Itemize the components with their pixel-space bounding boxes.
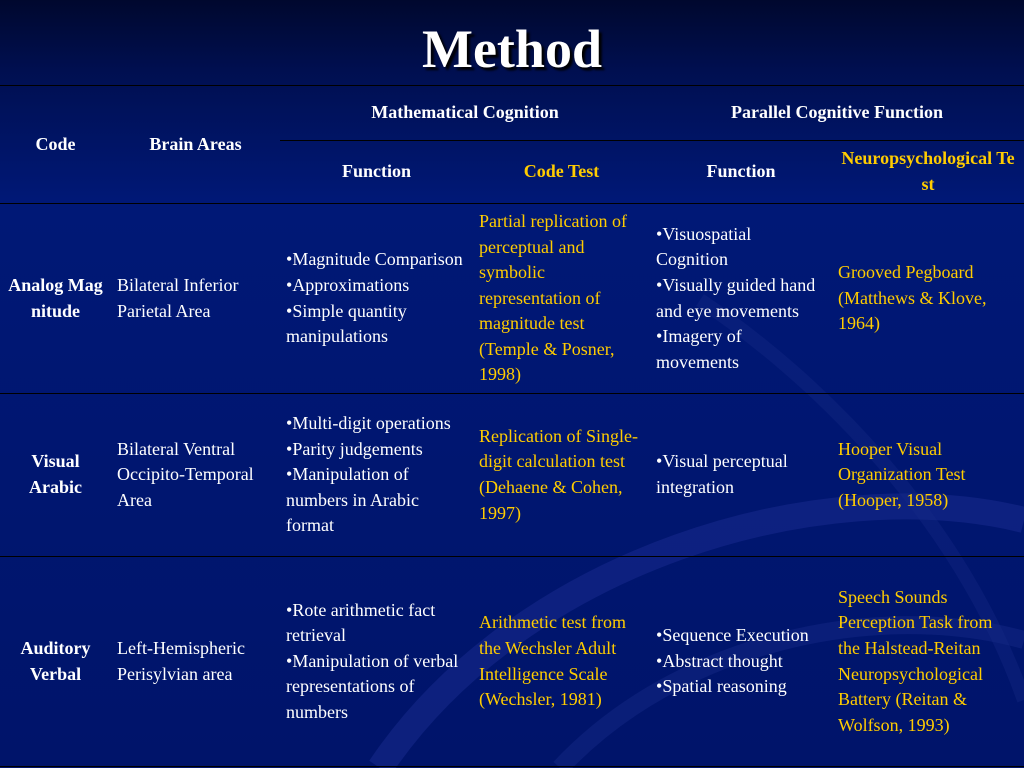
header-mathematical-cognition: Mathematical Cognition <box>280 86 650 141</box>
row-code: Analog Magnitude <box>0 204 111 394</box>
header-code-test: Code Test <box>473 141 650 204</box>
row-math-function <box>280 204 473 394</box>
parallel-function-list <box>656 222 826 376</box>
header-math-function: Function <box>280 141 473 204</box>
row-math-function <box>280 557 473 767</box>
row-parallel-function <box>650 394 832 557</box>
list-item: • Parity judgements <box>286 437 467 463</box>
list-item: • Multi-digit operations <box>286 411 467 437</box>
row-parallel-function <box>650 204 832 394</box>
list-item: • Manipulation of numbers in Arabic format <box>286 462 467 539</box>
list-item: • Visuospatial Cognition <box>656 222 826 273</box>
list-item: • Visually guided hand and eye movements <box>656 273 826 324</box>
row-math-function <box>280 394 473 557</box>
header-code: Code <box>0 86 111 204</box>
row-neuro-test: Grooved Pegboard (Matthews & Klove, 1964) <box>832 204 1024 394</box>
list-item: • Magnitude Comparison <box>286 247 467 273</box>
row-code-test: Partial replication of perceptual and symbolic representation of magnitude test (Temple & Posner, 1998) <box>473 204 650 394</box>
method-table <box>0 85 1024 767</box>
math-function-list <box>286 247 467 349</box>
header-parallel-function: Function <box>650 141 832 204</box>
list-item: • Rote arithmetic fact retrieval <box>286 598 467 649</box>
slide-title: Method <box>422 19 602 79</box>
row-code-test: Arithmetic test from the Wechsler Adult Intelligence Scale (Wechsler, 1981) <box>473 557 650 767</box>
math-function-list <box>286 411 467 539</box>
row-brain-area: Bilateral Inferior Parietal Area <box>111 204 280 394</box>
list-item: • Approximations <box>286 273 467 299</box>
row-code-test: Replication of Single-digit calculation test (Dehaene & Cohen, 1997) <box>473 394 650 557</box>
row-neuro-test: Hooper Visual Organization Test (Hooper, 1958) <box>832 394 1024 557</box>
row-code: Visual Arabic <box>0 394 111 557</box>
header-row-1 <box>0 86 1024 141</box>
math-function-list <box>286 598 467 726</box>
row-brain-area: Left-Hemispheric Perisylvian area <box>111 557 280 767</box>
row-code: Auditory Verbal <box>0 557 111 767</box>
table-row <box>0 557 1024 767</box>
table-row <box>0 394 1024 557</box>
list-item: • Imagery of movements <box>656 324 826 375</box>
list-item: • Abstract thought <box>656 649 826 675</box>
parallel-function-list <box>656 623 826 700</box>
row-neuro-test: Speech Sounds Perception Task from the Halstead-Reitan Neuropsychological Battery (Reitan & Wolfson, 1993) <box>832 557 1024 767</box>
parallel-function-list <box>656 449 826 500</box>
table-row <box>0 204 1024 394</box>
row-parallel-function <box>650 557 832 767</box>
list-item: • Visual perceptual integration <box>656 449 826 500</box>
list-item: • Simple quantity manipulations <box>286 299 467 350</box>
header-parallel-cognitive-function: Parallel Cognitive Function <box>650 86 1024 141</box>
list-item: • Spatial reasoning <box>656 674 826 700</box>
header-brain-areas: Brain Areas <box>111 86 280 204</box>
list-item: • Sequence Execution <box>656 623 826 649</box>
header-neuropsychological-test: Neuropsychological Test <box>832 141 1024 204</box>
list-item: • Manipulation of verbal representations of numbers <box>286 649 467 726</box>
row-brain-area: Bilateral Ventral Occipito-Temporal Area <box>111 394 280 557</box>
